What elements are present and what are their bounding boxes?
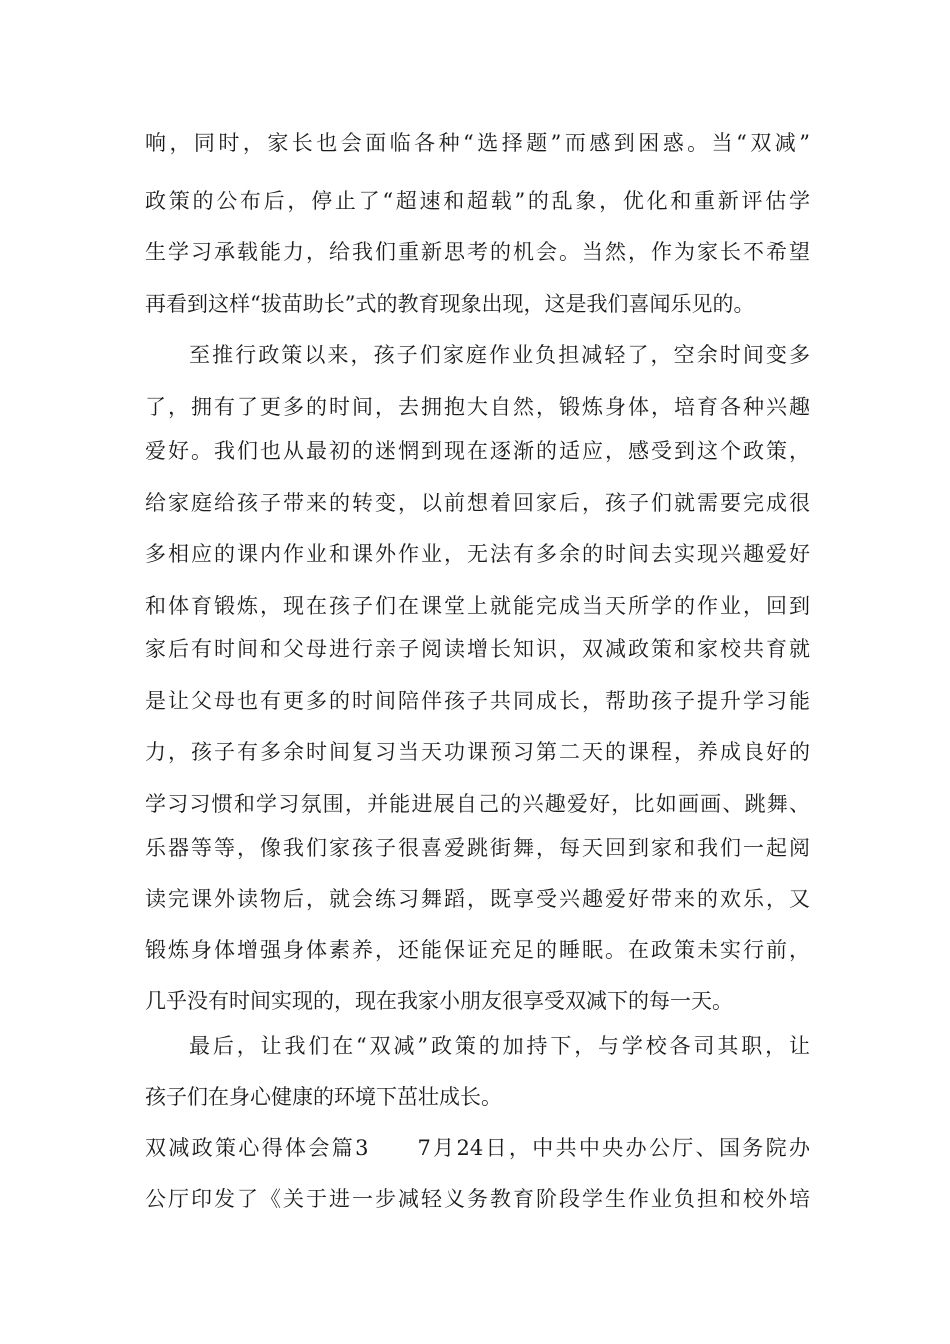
text-line: 生学习承载能力，给我们重新思考的机会。当然，作为家长不希望 xyxy=(145,240,810,264)
text-line: 家后有时间和父母进行亲子阅读增长知识，双减政策和家校共育就 xyxy=(145,637,810,661)
text-line: 爱好。我们也从最初的迷惘到现在逐渐的适应，感受到这个政策， xyxy=(145,439,810,463)
text-line: 力，孩子有多余时间复习当天功课预习第二天的课程，养成良好的 xyxy=(145,740,810,764)
paragraph-first-line: 最后，让我们在“双减”政策的加持下，与学校各司其职，让 xyxy=(189,1034,810,1058)
paragraph-first-line: 至推行政策以来，孩子们家庭作业负担减轻了，空余时间变多 xyxy=(189,343,810,367)
text-line: 多相应的课内作业和课外作业，无法有多余的时间去实现兴趣爱好 xyxy=(145,542,810,566)
text-line: 和体育锻炼，现在孩子们在课堂上就能完成当天所学的作业，回到 xyxy=(145,594,810,618)
text-line: 了，拥有了更多的时间，去拥抱大自然，锻炼身体，培育各种兴趣 xyxy=(145,395,810,419)
text-line: 锻炼身体增强身体素养，还能保证充足的睡眠。在政策未实行前， xyxy=(145,938,810,962)
section-heading-line: 双减政策心得体会篇3 7月24日，中共中央办公厅、国务院办 xyxy=(145,1136,810,1160)
text-line: 响，同时，家长也会面临各种“选择题”而感到困惑。当“双减” xyxy=(145,131,810,155)
text-line: 政策的公布后，停止了“超速和超载”的乱象，优化和重新评估学 xyxy=(145,189,810,213)
text-line: 读完课外读物后，就会练习舞蹈，既享受兴趣爱好带来的欢乐，又 xyxy=(145,887,810,911)
text-line: 孩子们在身心健康的环境下茁壮成长。 xyxy=(145,1085,502,1109)
text-line: 乐器等等，像我们家孩子很喜爱跳街舞，每天回到家和我们一起阅 xyxy=(145,836,810,860)
text-line: 再看到这样“拔苗助长”式的教育现象出现，这是我们喜闻乐见的。 xyxy=(145,292,755,316)
text-line: 给家庭给孩子带来的转变，以前想着回家后，孩子们就需要完成很 xyxy=(145,491,810,515)
text-line: 学习习惯和学习氛围，并能进展自己的兴趣爱好，比如画画、跳舞、 xyxy=(145,792,810,816)
text-line: 是让父母也有更多的时间陪伴孩子共同成长，帮助孩子提升学习能 xyxy=(145,689,810,713)
text-line: 公厅印发了《关于进一步减轻义务教育阶段学生作业负担和校外培 xyxy=(145,1187,810,1211)
text-line: 几乎没有时间实现的，现在我家小朋友很享受双减下的每一天。 xyxy=(145,989,733,1013)
